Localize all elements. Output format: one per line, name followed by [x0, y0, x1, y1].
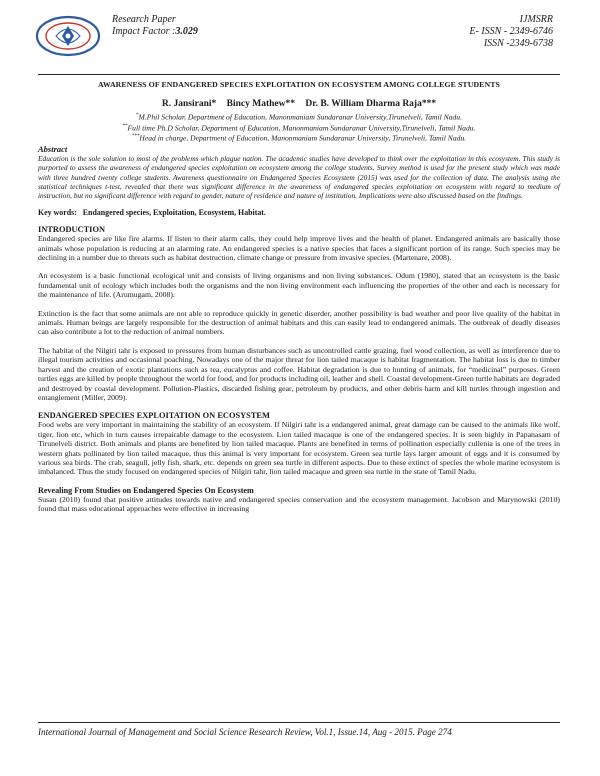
affiliation-3: ***Head in charge, Department of Education, Manonmaniam Sundaranar University, Tirunelveli, Tamil Nadu. [131, 134, 467, 143]
author-list [38, 99, 560, 109]
paragraph: The habitat of the Nilgiri tahr is exposed to pressures from human disturbances such as uncontrolled cattle grazing, fuel wood collection, as well as interference due to illegal tourism activities and occasional poaching. Nowadays one of the major threat for lion tailed macaque is habitat fragmentation. The habitat loss is due to timber harvest and the creation of exotic plantations such as tea, eucalyptus and coffee. Habitat degradation is due to hunting of animals, for “medicinal” purposes. Green turtles eggs are killed by people throughout the world for food, and for products including oil, leather and shell. Coastal development-Green turtle habitats are degraded and destroyed by coastal development. Pollution-Plastics, discarded fishing gear, petroleum by products, and other debris harm and kill turtles through ingestion and entanglement (Miller, 2009). [38, 345, 560, 402]
abstract-text: Education is the sole solution to most of the problems which plague nation. The academic studies have developed to think over the exploitation in this ecosystem. This study is purported to assess the awareness of endangered species exploitation on ecosystem among the college students. Survey method is used for the present study which was made with three hundred twenty college students. Awareness questionnaire on Endangered Species Ecosystem (2015) was used for the collection of data. The analysis using the statistical techniques t-test, revealed that there was significant difference in the awareness of endangered species exploitation on ecosystem with regard to medium of instruction, but no significant difference with regard to gender, nature of residence and nature of institution. Implications were also discussed based on the findings. [38, 154, 560, 201]
paper-title: AWARENESS OF ENDANGERED SPECIES EXPLOITATION ON ECOSYSTEM AMONG COLLEGE STUDENTS [98, 80, 500, 89]
journal-abbreviation: IJMSRR [519, 14, 553, 25]
abstract-heading: Abstract [38, 144, 68, 155]
header-divider [38, 74, 560, 75]
page-footer: International Journal of Management and Social Science Research Review, Vol.1, Issue.14, Aug - 2015. Page 274 [38, 727, 452, 737]
affiliation-1: *M.Phil Scholar, Department of Education, Manonmaniam Sundaranar University,Tirunelveli, Tamil Nadu. [136, 112, 462, 122]
section-heading-introduction: INTRODUCTION [38, 225, 106, 235]
paper-body [38, 80, 560, 523]
paper-type: Research Paper [112, 14, 176, 25]
affiliation-2: **Full time Ph.D Scholar, Department of Education, Manonmaniam Sundaranar University,Tirunelveli, Tamil Nadu. [122, 123, 476, 133]
keywords-text: Endangered species, Exploitation, Ecosystem, Habitat. [82, 208, 266, 218]
paragraph: Food webs are very important in maintaining the stability of an ecosystem. If Nilgiri tahr is a endangered animal, great damage can be caused to the animals like wolf, tiger, lion etc, which in turn causes irrepairable damage to the ecosystem. Lion tailed macaque is one of the endangered species. It is seen highly in Papanasam of Tirunelveli district. Both animals and plants are benefited by lion tailed macaque. Plants are benefited in terms of pollination especially cullenia is one of the trees in western ghats pollinated by lion tailed macaque, thus this animal is very important for ecosystem. Green sea turtle lays larger amount of eggs and it is consumed by various sea birds. The crab, seagull, jelly fish, shark, etc. depends on green sea turtle in different aspects. Due to these extinct of species the whole marine ecosystem is imbalanced. Thus the study focused on endangered species of Nilgiri tahr, lion tailed macaque and green sea turtle in the state of Tamil Nadu. [38, 420, 560, 477]
footer-divider [38, 722, 560, 723]
header-left [112, 14, 198, 38]
author-1: R. Jansirani* [161, 99, 217, 109]
author-3: Dr. B. William Dharma Raja*** [305, 99, 437, 109]
paragraph: Susan (2010) found that positive attitudes towards native and endangered species conservation and the ecosystem management. Jacobson and Marynowski (2010) found that mass educational approaches were effective in increasing [38, 494, 560, 514]
author-2: Bincy Mathew** [226, 99, 295, 109]
affiliations [38, 111, 560, 143]
paragraph: An ecosystem is a basic functional ecological unit and consists of living organisms and non living substances. Odum (1980), stated that an ecosystem is the basic fundamental unit of ecology which includes both the organisms and the non living environment each influencing the properties of the other and each is necessary for the maintenance of life. (Arumugam, 2008). [38, 271, 560, 300]
section-heading-exploitation: ENDANGERED SPECIES EXPLOITATION ON ECOSYSTEM [38, 411, 270, 421]
journal-logo-icon [34, 12, 102, 58]
header-right [469, 14, 553, 50]
paragraph: Endangered species are like fire alarms. If listen to their alarm calls, they could help improve lives and the health of planet. Endangered animals are basically those animals whose population is reducing at an alarming rate. An endangered species is a native species that faces a significant portion of its range. Such species may be declining in a number due to threats such as habitat destruction, climate change or pressure from invasive species. (Martenare, 2008). [38, 234, 560, 263]
issn: ISSN -2349-6738 [483, 38, 553, 49]
eissn: E- ISSN - 2349-6746 [469, 26, 553, 37]
section-heading-review: Revealing From Studies on Endangered Species On Ecosystem [38, 485, 254, 495]
impact-factor: Impact Factor :3.029 [112, 26, 198, 37]
keywords-label: Key words: [38, 208, 77, 218]
paragraph: Extinction is the fact that some animals are not able to reproduce quickly in genetic disorder, another possibility is bad weather and poor live quality of the habitat in animals. Human beings are largely responsible for the destruction of animal habitats and this can easily lead to endangered animals. The outbreak of deadly diseases can also contribute a lot to the reduction of animal numbers. [38, 308, 560, 337]
keywords [38, 208, 560, 217]
